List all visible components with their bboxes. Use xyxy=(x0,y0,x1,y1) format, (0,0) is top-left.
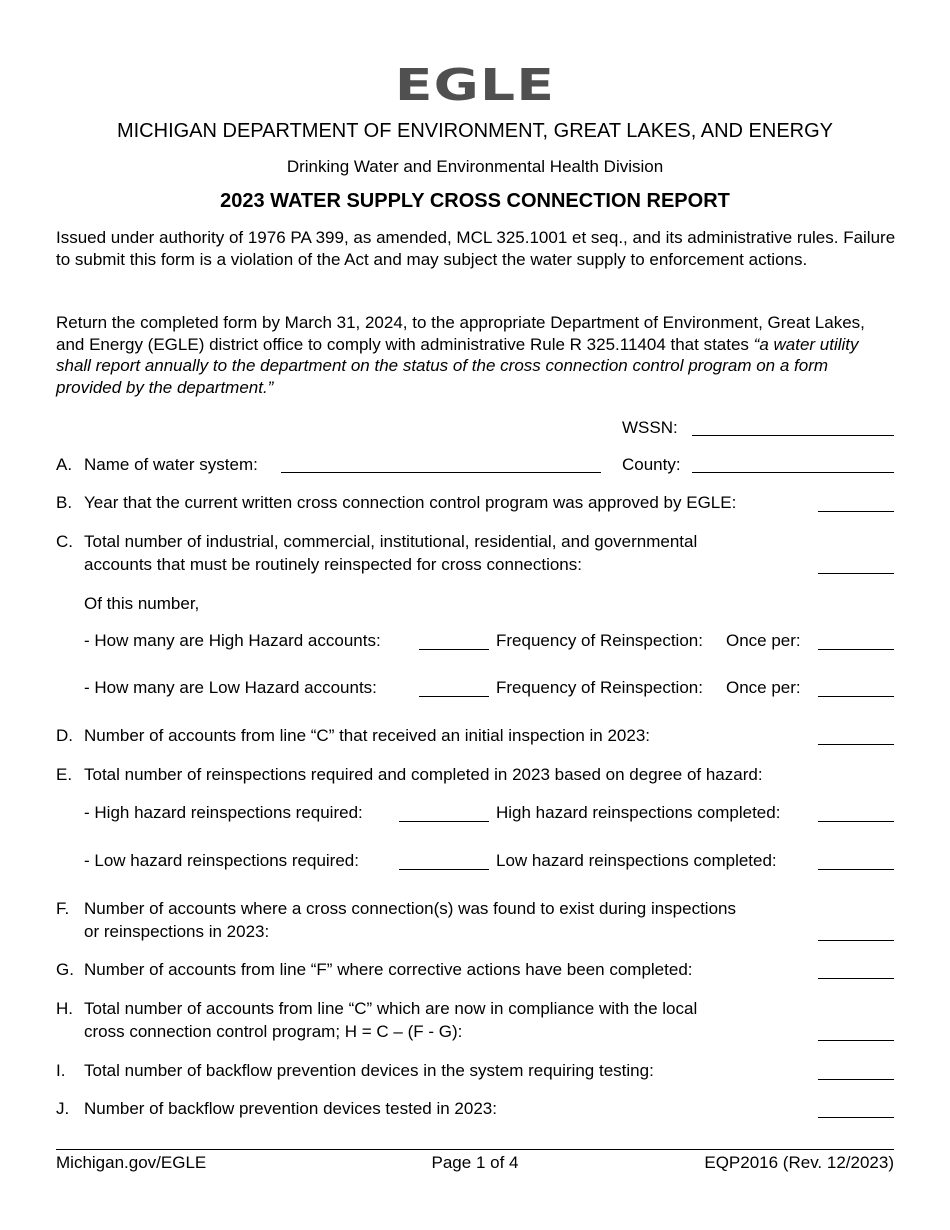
high-reinspections-completed-label: High hazard reinspections completed: xyxy=(496,803,781,822)
item-f-label-line1: Number of accounts where a cross connection(s) was found to exist during inspections xyxy=(84,899,736,918)
low-reinspections-completed-label: Low hazard reinspections completed: xyxy=(496,851,777,870)
item-g-field[interactable] xyxy=(818,978,894,979)
high-reinspections-required-label: - High hazard reinspections required: xyxy=(84,803,363,822)
low-reinspections-required-field[interactable] xyxy=(399,869,489,870)
item-f-label-line2: or reinspections in 2023: xyxy=(84,922,270,941)
low-frequency-label: Frequency of Reinspection: xyxy=(496,678,703,697)
county-field[interactable] xyxy=(692,472,894,473)
low-reinspections-completed-field[interactable] xyxy=(818,869,894,870)
item-i-label: Total number of backflow prevention devices in the system requiring testing: xyxy=(84,1061,654,1080)
footer-divider xyxy=(56,1149,894,1150)
low-reinspections-required-label: - Low hazard reinspections required: xyxy=(84,851,359,870)
item-g-letter: G. xyxy=(56,960,74,979)
footer-website: Michigan.gov/EGLE xyxy=(56,1153,207,1172)
item-f-letter: F. xyxy=(56,899,70,918)
item-h-field[interactable] xyxy=(818,1040,894,1041)
water-system-name-field[interactable] xyxy=(281,472,601,473)
high-hazard-accounts-label: - How many are High Hazard accounts: xyxy=(84,631,381,650)
item-h-letter: H. xyxy=(56,999,73,1018)
item-c-subheading: Of this number, xyxy=(84,594,200,613)
egle-logo: EGLE xyxy=(394,60,556,111)
return-paragraph xyxy=(56,312,896,398)
footer-page-number: Page 1 of 4 xyxy=(431,1153,519,1172)
rule-quote: “a water utility shall report annually to the department on the status of the cross connection control program on a form provided by the department.” xyxy=(56,334,859,397)
item-b-field[interactable] xyxy=(818,511,894,512)
division-name: Drinking Water and Environmental Health Division xyxy=(286,157,664,176)
item-f-field[interactable] xyxy=(818,940,894,941)
item-e-letter: E. xyxy=(56,765,73,784)
item-d-label: Number of accounts from line “C” that received an initial inspection in 2023: xyxy=(84,726,651,745)
low-frequency-field[interactable] xyxy=(818,696,894,697)
item-i-field[interactable] xyxy=(818,1079,894,1080)
item-i-letter: I. xyxy=(56,1061,66,1080)
low-once-per-label: Once per: xyxy=(726,678,801,697)
item-j-label: Number of backflow prevention devices tested in 2023: xyxy=(84,1099,497,1118)
item-b-label: Year that the current written cross connection control program was approved by EGLE: xyxy=(84,493,737,512)
county-label: County: xyxy=(622,455,681,474)
item-c-letter: C. xyxy=(56,532,73,551)
item-c-label-line1: Total number of industrial, commercial, institutional, residential, and governmental xyxy=(84,532,698,551)
high-hazard-accounts-field[interactable] xyxy=(419,649,489,650)
authority-paragraph: Issued under authority of 1976 PA 399, as amended, MCL 325.1001 et seq., and its administrative rules. Failure to submit this form is a violation of the Act and may subject the water supply to enforcement actions. xyxy=(56,228,896,269)
item-e-label: Total number of reinspections required and completed in 2023 based on degree of hazard: xyxy=(84,765,763,784)
wssn-label: WSSN: xyxy=(622,418,678,437)
item-c-label-line2: accounts that must be routinely reinspected for cross connections: xyxy=(84,555,582,574)
item-h-label-line2: cross connection control program; H = C – (F - G): xyxy=(84,1022,463,1041)
item-a-letter: A. xyxy=(56,455,73,474)
footer-form-id: EQP2016 (Rev. 12/2023) xyxy=(704,1153,894,1172)
high-reinspections-completed-field[interactable] xyxy=(818,821,894,822)
item-j-field[interactable] xyxy=(818,1117,894,1118)
item-h-label-line1: Total number of accounts from line “C” which are now in compliance with the local xyxy=(84,999,698,1018)
high-once-per-label: Once per: xyxy=(726,631,801,650)
item-j-letter: J. xyxy=(56,1099,70,1118)
wssn-field[interactable] xyxy=(692,435,894,436)
low-hazard-accounts-label: - How many are Low Hazard accounts: xyxy=(84,678,377,697)
high-frequency-label: Frequency of Reinspection: xyxy=(496,631,703,650)
item-d-letter: D. xyxy=(56,726,73,745)
item-b-letter: B. xyxy=(56,493,73,512)
item-a-label: Name of water system: xyxy=(84,455,258,474)
return-text: Return the completed form by March 31, 2024, to the appropriate Department of Environment, Great Lakes, and Energy (EGLE) district office to comply with administrative Rule R 325.11404 that states xyxy=(56,313,865,354)
department-name: MICHIGAN DEPARTMENT OF ENVIRONMENT, GREAT LAKES, AND ENERGY xyxy=(116,120,834,142)
report-title: 2023 WATER SUPPLY CROSS CONNECTION REPORT xyxy=(220,190,730,212)
item-c-field[interactable] xyxy=(818,573,894,574)
high-frequency-field[interactable] xyxy=(818,649,894,650)
low-hazard-accounts-field[interactable] xyxy=(419,696,489,697)
item-d-field[interactable] xyxy=(818,744,894,745)
item-g-label: Number of accounts from line “F” where corrective actions have been completed: xyxy=(84,960,693,979)
high-reinspections-required-field[interactable] xyxy=(399,821,489,822)
